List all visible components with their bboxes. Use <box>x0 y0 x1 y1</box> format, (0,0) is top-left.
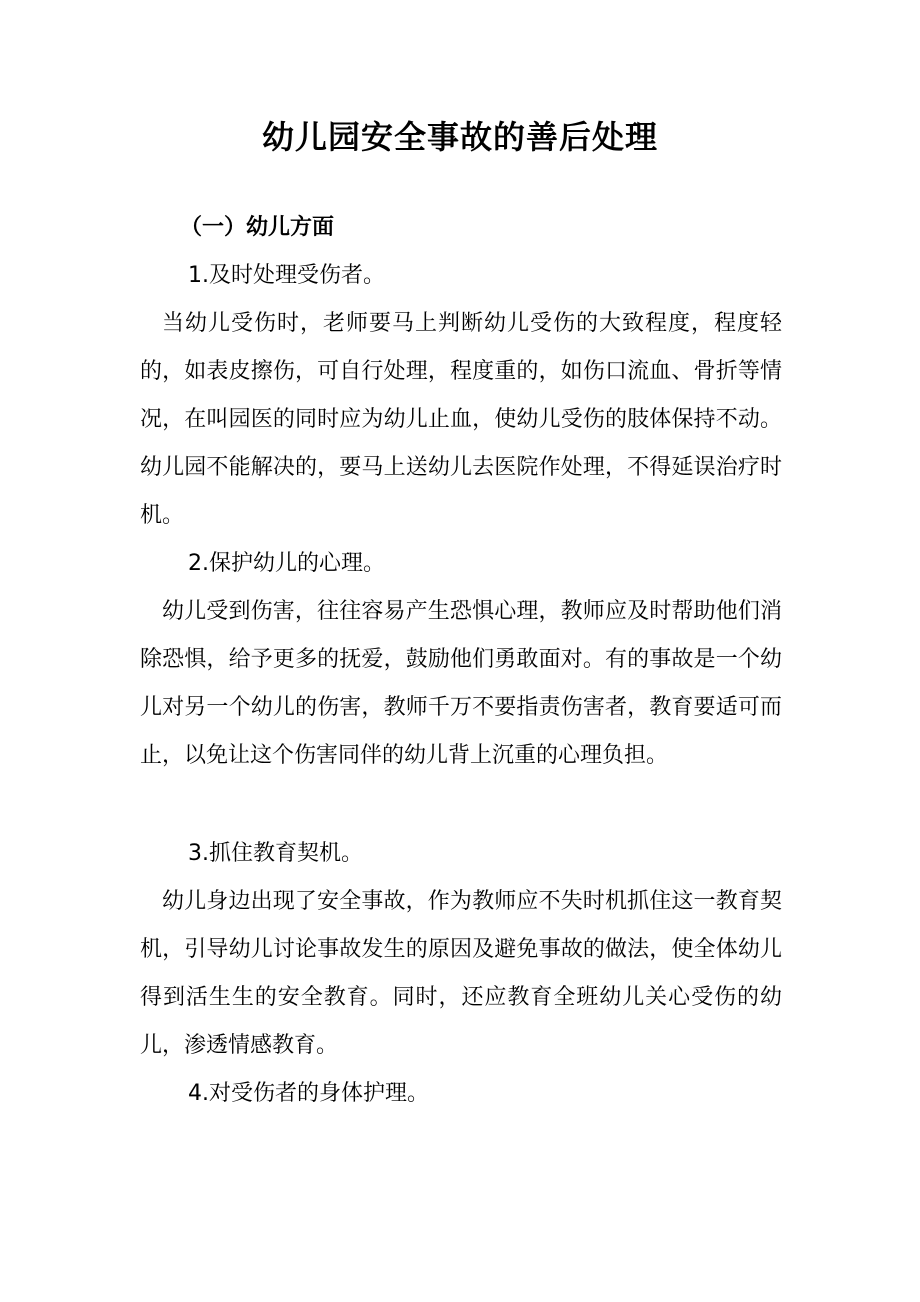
item-heading-4: 4.对受伤者的身体护理。 <box>188 1081 429 1106</box>
item-heading-1: 1.及时处理受伤者。 <box>188 263 385 288</box>
item-heading-2: 2.保护幼儿的心理。 <box>188 551 385 576</box>
item-heading-3: 3.抓住教育契机。 <box>188 841 363 866</box>
document-title: 幼儿园安全事故的善后处理 <box>261 118 658 156</box>
item-paragraph-2: 幼儿受到伤害，往往容易产生恐惧心理，教师应及时帮助他们消除恐惧，给予更多的抚爱，鼓励他们勇敢面对。有的事故是一个幼儿对另一个幼儿的伤害，教师千万不要指责伤害者，教育要适可而止，以免让这个伤害同伴的幼儿背上沉重的心理负担。 <box>140 599 782 768</box>
item-paragraph-3: 幼儿身边出现了安全事故，作为教师应不失时机抓住这一教育契机，引导幼儿讨论事故发生的原因及避免事故的做法，使全体幼儿得到活生生的安全教育。同时，还应教育全班幼儿关心受伤的幼儿，渗透情感教育。 <box>140 889 782 1058</box>
item-paragraph-1: 当幼儿受伤时，老师要马上判断幼儿受伤的大致程度，程度轻的，如表皮擦伤，可自行处理，程度重的，如伤口流血、骨折等情况，在叫园医的同时应为幼儿止血，使幼儿受伤的肢体保持不动。幼儿园不能解决的，要马上送幼儿去医院作处理，不得延误治疗时机。 <box>140 311 782 528</box>
section-heading: （一）幼儿方面 <box>180 215 335 240</box>
